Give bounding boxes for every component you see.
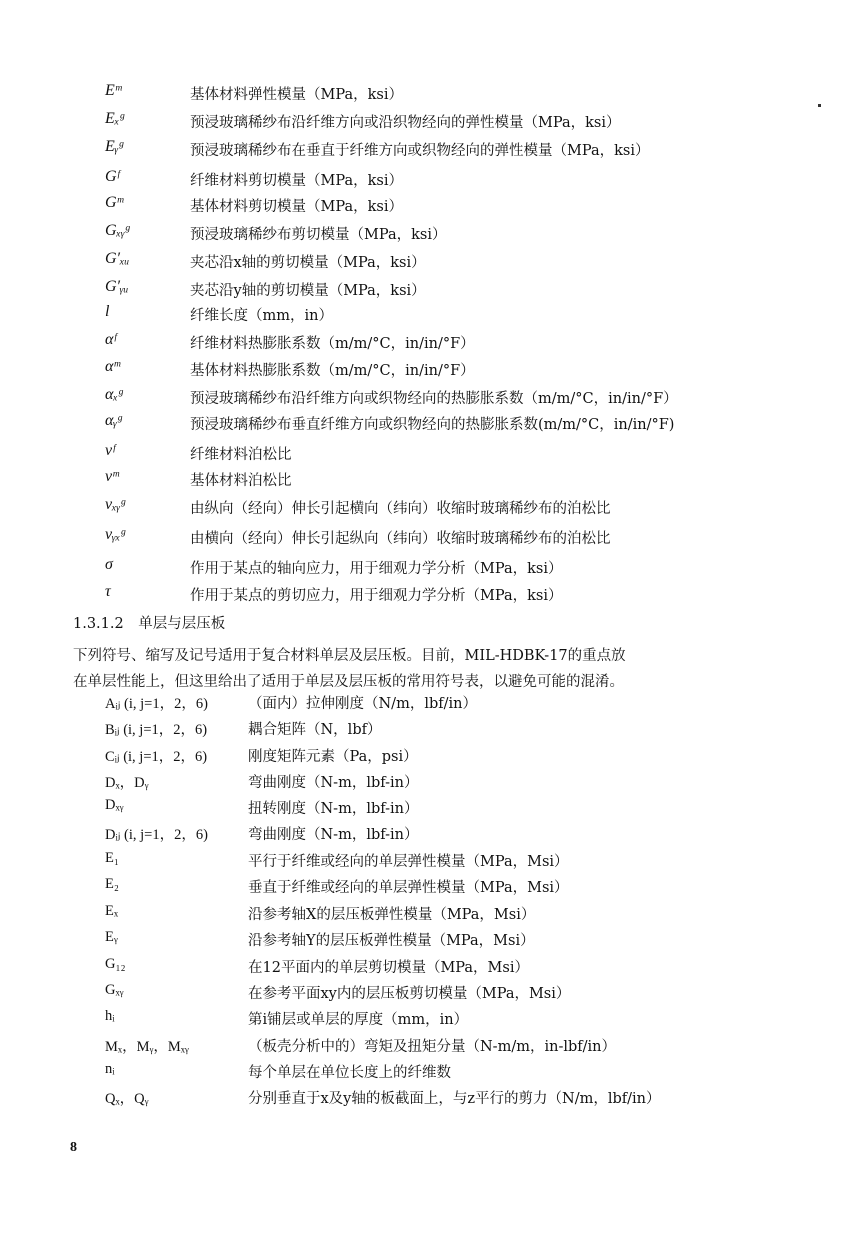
- glossary-symbol: Bᵢⱼ (i, j=1，2，6): [105, 722, 208, 738]
- glossary-description: 作用于某点的轴向应力，用于细观力学分析（MPa，ksi）: [190, 561, 563, 577]
- glossary-description: 纤维材料热膨胀系数（m/m/°C，in/in/°F）: [190, 336, 475, 352]
- glossary-symbol: G′ᵧᵤ: [105, 278, 129, 295]
- glossary-description: 在12平面内的单层剪切模量（MPa，Msi）: [248, 960, 529, 976]
- glossary-symbol: nᵢ: [105, 1061, 115, 1077]
- glossary-description: 沿参考轴Y的层压板弹性模量（MPa，Msi）: [248, 933, 535, 949]
- glossary-description: 在参考平面xy内的层压板剪切模量（MPa，Msi）: [248, 986, 571, 1002]
- glossary-symbol: Eₓᵍ: [105, 110, 124, 127]
- glossary-description: 基体材料弹性模量（MPa，ksi）: [190, 87, 403, 103]
- glossary-description: 预浸玻璃稀纱布沿纤维方向或沿织物经向的弹性模量（MPa，ksi）: [190, 115, 621, 131]
- page-number: 8: [70, 1140, 77, 1155]
- glossary-description: 每个单层在单位长度上的纤维数: [248, 1065, 451, 1081]
- glossary-description: 基体材料剪切模量（MPa，ksi）: [190, 199, 403, 215]
- glossary-description: 作用于某点的剪切应力，用于细观力学分析（MPa，ksi）: [190, 588, 563, 604]
- glossary-description: 预浸玻璃稀纱布沿纤维方向或织物经向的热膨胀系数（m/m/°C，in/in/°F）: [190, 391, 678, 407]
- glossary-symbol: Qₓ，Qᵧ: [105, 1091, 149, 1107]
- glossary-description: 纤维长度（mm，in）: [190, 308, 333, 324]
- glossary-symbol: αᵐ: [105, 358, 121, 375]
- glossary-description: 扭转刚度（N-m，lbf-in）: [248, 801, 419, 817]
- glossary-symbol: αₓᵍ: [105, 386, 123, 403]
- glossary-symbol: Eᵐ: [105, 82, 122, 99]
- glossary-symbol: Gᵐ: [105, 194, 124, 211]
- glossary-symbol: αᵧᵍ: [105, 412, 122, 429]
- glossary-symbol: G₁₂: [105, 956, 126, 972]
- glossary-description: 基体材料泊松比: [190, 473, 292, 489]
- glossary-symbol: αᶠ: [105, 331, 117, 348]
- glossary-description: 预浸玻璃稀纱布垂直纤维方向或织物经向的热膨胀系数(m/m/°C，in/in/°F): [190, 417, 675, 433]
- glossary-description: 由纵向（经向）伸长引起横向（纬向）收缩时玻璃稀纱布的泊松比: [190, 501, 611, 517]
- glossary-symbol: Aᵢⱼ (i, j=1，2，6): [105, 696, 208, 712]
- stray-dot-mark: [818, 104, 821, 107]
- glossary-symbol: Cᵢⱼ (i, j=1，2，6): [105, 749, 208, 765]
- glossary-symbol: σ: [105, 556, 113, 573]
- section-heading: 1.3.1.2 单层与层压板: [73, 616, 226, 632]
- glossary-description: 预浸玻璃稀纱布剪切模量（MPa，ksi）: [190, 227, 447, 243]
- glossary-description: 预浸玻璃稀纱布在垂直于纤维方向或织物经向的弹性模量（MPa，ksi）: [190, 143, 650, 159]
- glossary-description: 沿参考轴X的层压板弹性模量（MPa，Msi）: [248, 907, 536, 923]
- glossary-description: 刚度矩阵元素（Pa，psi）: [248, 749, 418, 765]
- glossary-description: （面内）拉伸刚度（N/m，lbf/in）: [248, 696, 477, 712]
- glossary-description: 由横向（经向）伸长引起纵向（纬向）收缩时玻璃稀纱布的泊松比: [190, 531, 611, 547]
- glossary-symbol: Dᵢⱼ (i, j=1，2，6): [105, 827, 208, 843]
- glossary-symbol: τ: [105, 583, 111, 600]
- glossary-symbol: Gₓᵧᵍ: [105, 222, 130, 239]
- glossary-description: 弯曲刚度（N-m，lbf-in）: [248, 775, 419, 791]
- glossary-symbol: G′ₓᵤ: [105, 250, 130, 267]
- glossary-symbol: E₂: [105, 876, 119, 892]
- glossary-symbol: Dₓ，Dᵧ: [105, 775, 149, 791]
- intro-line-2: 在单层性能上，但这里给出了适用于单层及层压板的常用符号表，以避免可能的混淆。: [73, 674, 624, 690]
- glossary-description: （板壳分析中的）弯矩及扭矩分量（N-m/m，in-lbf/in）: [248, 1039, 616, 1055]
- glossary-description: 基体材料热膨胀系数（m/m/°C，in/in/°F）: [190, 363, 475, 379]
- glossary-symbol: νᵧₓᵍ: [105, 526, 125, 543]
- glossary-description: 第i铺层或单层的厚度（mm，in）: [248, 1012, 469, 1028]
- intro-line-1: 下列符号、缩写及记号适用于复合材料单层及层压板。目前，MIL-HDBK-17的重点放: [73, 648, 626, 664]
- glossary-description: 夹芯沿x轴的剪切模量（MPa，ksi）: [190, 255, 426, 271]
- glossary-symbol: νᵐ: [105, 468, 119, 485]
- glossary-symbol: l: [105, 303, 110, 320]
- glossary-symbol: hᵢ: [105, 1008, 115, 1024]
- glossary-description: 平行于纤维或经向的单层弹性模量（MPa，Msi）: [248, 854, 569, 870]
- glossary-description: 弯曲刚度（N-m，lbf-in）: [248, 827, 419, 843]
- glossary-symbol: Eᵧᵍ: [105, 138, 124, 155]
- glossary-symbol: Eₓ: [105, 903, 119, 919]
- glossary-description: 纤维材料泊松比: [190, 447, 292, 463]
- glossary-description: 夹芯沿y轴的剪切模量（MPa，ksi）: [190, 283, 426, 299]
- glossary-description: 分别垂直于x及y轴的板截面上，与z平行的剪力（N/m，lbf/in）: [248, 1091, 661, 1107]
- glossary-symbol: νₓᵧᵍ: [105, 496, 125, 513]
- glossary-symbol: E₁: [105, 850, 119, 866]
- glossary-description: 纤维材料剪切模量（MPa，ksi）: [190, 173, 403, 189]
- glossary-symbol: Eᵧ: [105, 929, 118, 945]
- glossary-description: 垂直于纤维或经向的单层弹性模量（MPa，Msi）: [248, 880, 569, 896]
- glossary-symbol: νᶠ: [105, 442, 115, 459]
- glossary-symbol: Dₓᵧ: [105, 797, 124, 813]
- glossary-symbol: Mₓ，Mᵧ，Mₓᵧ: [105, 1039, 189, 1055]
- glossary-symbol: Gₓᵧ: [105, 982, 124, 998]
- glossary-description: 耦合矩阵（N，lbf）: [248, 722, 382, 738]
- glossary-symbol: Gᶠ: [105, 168, 120, 185]
